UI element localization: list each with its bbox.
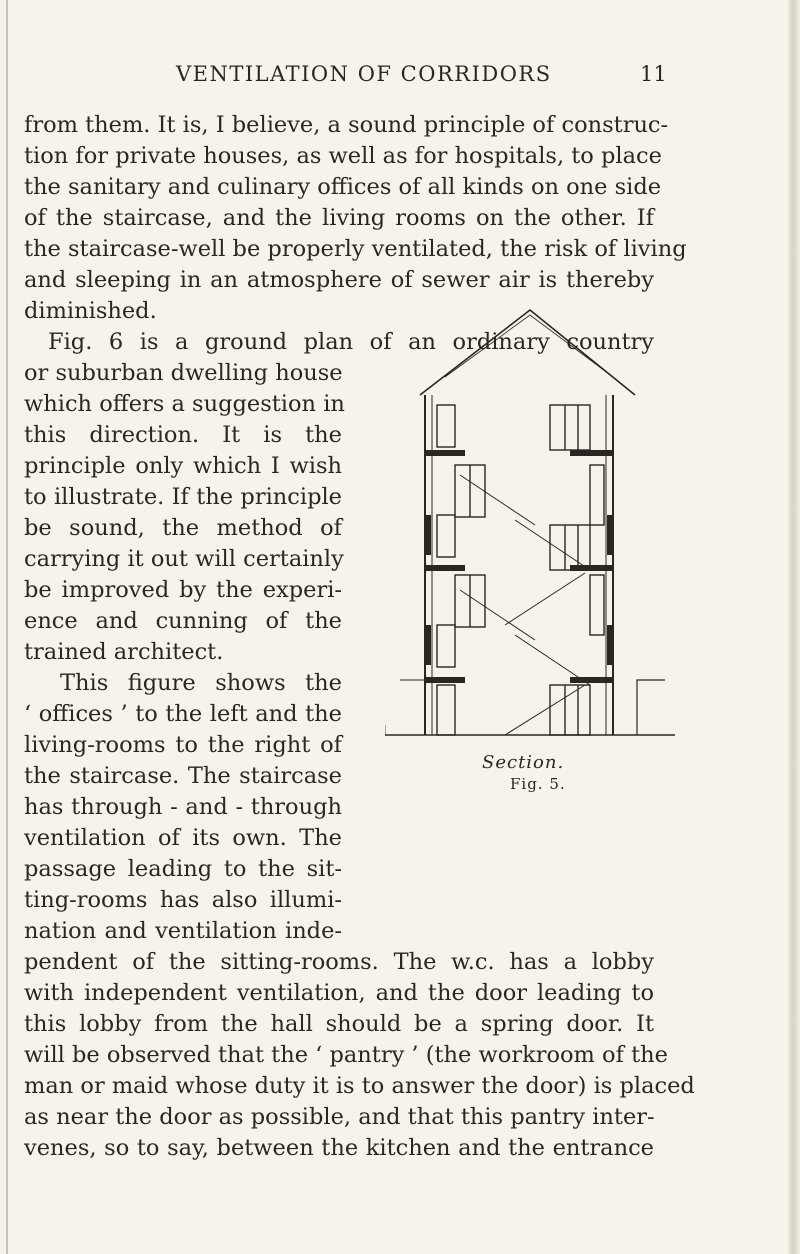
text-line: the staircase-well be properly ventilated, the risk of living	[24, 236, 687, 262]
text-line: ventilation of its own. The	[24, 825, 342, 851]
text-line: of the staircase, and the living rooms on the other. If	[24, 205, 654, 231]
text-line: man or maid whose duty it is to answer the door) is placed	[24, 1073, 695, 1099]
running-head-title: VENTILATION OF CORRIDORS	[176, 62, 552, 86]
section-drawing	[385, 285, 675, 755]
text-line: to illustrate. If the principle	[24, 484, 342, 510]
text-line: from them. It is, I believe, a sound principle of construc-	[24, 112, 669, 138]
text-line: diminished.	[24, 298, 157, 324]
text-line: be improved by the experi-	[24, 577, 342, 603]
text-line: the sanitary and culinary offices of all kinds on one side	[24, 174, 662, 200]
text-line: ence and cunning of the	[24, 608, 342, 634]
figure-caption: Fig. 5.	[510, 775, 566, 793]
text-line: This figure shows the	[60, 670, 342, 696]
text-line: passage leading to the sit-	[24, 856, 342, 882]
page-edge-shadow	[6, 0, 8, 1254]
text-line: ‘ offices ’ to the left and the	[24, 701, 342, 727]
text-line: venes, so to say, between the kitchen and the entrance	[24, 1135, 654, 1161]
text-line: tion for private houses, as well as for hospitals, to place	[24, 143, 662, 169]
text-line: the staircase. The staircase	[24, 763, 342, 789]
text-line: living-rooms to the right of	[24, 732, 342, 758]
text-line: be sound, the method of	[24, 515, 342, 541]
text-line: or suburban dwelling house	[24, 360, 343, 386]
section-figure	[385, 285, 675, 755]
text-line: this lobby from the hall should be a spring door. It	[24, 1011, 654, 1037]
text-line: trained architect.	[24, 639, 224, 665]
text-line: Fig. 6 is a ground plan of an ordinary country	[48, 329, 654, 355]
text-line: as near the door as possible, and that this pantry inter-	[24, 1104, 655, 1130]
running-head	[0, 60, 800, 90]
text-line: this direction. It is the	[24, 422, 342, 448]
text-line: and sleeping in an atmosphere of sewer air is thereby	[24, 267, 654, 293]
page-right-border	[788, 0, 800, 1254]
figure-script-label: Section.	[482, 752, 565, 773]
text-line: nation and ventilation inde-	[24, 918, 342, 944]
page-number: 11	[640, 62, 667, 86]
text-line: which offers a suggestion in	[24, 391, 345, 417]
text-line: pendent of the sitting-rooms. The w.c. has a lobby	[24, 949, 654, 975]
text-line: carrying it out will certainly	[24, 546, 344, 572]
text-line: principle only which I wish	[24, 453, 342, 479]
text-line: with independent ventilation, and the door leading to	[24, 980, 654, 1006]
text-line: has through - and - through	[24, 794, 342, 820]
text-line: will be observed that the ‘ pantry ’ (the workroom of the	[24, 1042, 668, 1068]
text-line: ting-rooms has also illumi-	[24, 887, 342, 913]
